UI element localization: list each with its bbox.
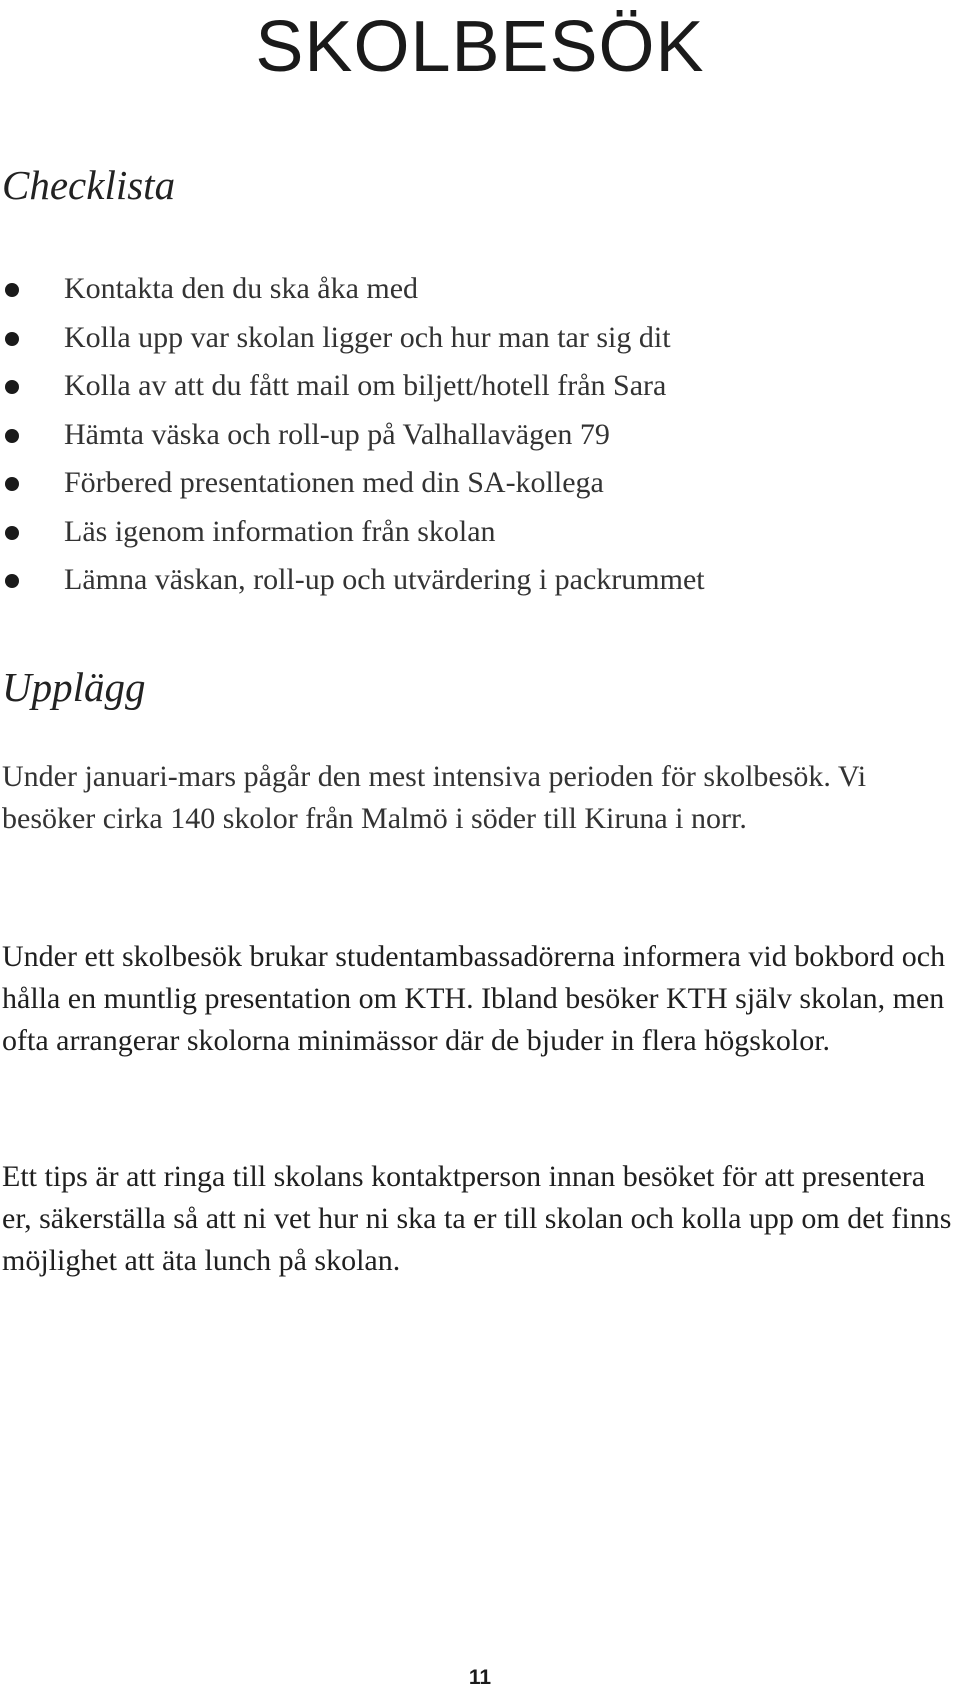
- checklist-item-label: Hämta väska och roll-up på Valhallavägen 79: [64, 417, 610, 451]
- checklist-item: [0, 266, 900, 315]
- bullet-icon: [5, 332, 19, 346]
- bullet-icon: [5, 380, 19, 394]
- checklist-item-label: Kolla upp var skolan ligger och hur man tar sig dit: [64, 320, 671, 354]
- checklist-item-label: Läs igenom information från skolan: [64, 514, 496, 548]
- checklist: [0, 266, 900, 606]
- upplagg-heading: Upplägg: [2, 664, 146, 710]
- checklist-item-label: Förbered presentationen med din SA-kollega: [64, 466, 604, 499]
- page-title: SKOLBESÖK: [255, 7, 705, 87]
- checklist-item: [0, 509, 900, 558]
- page-number: 11: [468, 1666, 492, 1689]
- paragraph-tip: Ett tips är att ringa till skolans kontaktperson innan besöket för att presentera er, säkerställa så att ni vet hur ni ska ta er till skolan och kolla upp om det finns möjlighet att äta lunch på skolan.: [2, 1160, 952, 1277]
- checklist-item: [0, 363, 900, 412]
- checklist-item-label: Lämna väskan, roll-up och utvärdering i packrummet: [64, 563, 705, 596]
- checklist-item: [0, 557, 900, 606]
- checklist-item: [0, 460, 900, 509]
- bullet-icon: [5, 574, 19, 588]
- bullet-icon: [5, 477, 19, 491]
- bullet-icon: [5, 526, 19, 540]
- paragraph-visit: Under ett skolbesök brukar studentambassadörerna informera vid bokbord och hålla en muntlig presentation om KTH. Ibland besöker KTH själv skolan, men ofta arrangerar skolorna minimässor där de bjuder in flera högskolor.: [2, 940, 946, 1057]
- checklist-item-label: Kontakta den du ska åka med: [64, 272, 419, 305]
- checklist-heading: Checklista: [2, 162, 176, 208]
- checklist-item: [0, 315, 900, 364]
- bullet-icon: [5, 429, 19, 443]
- paragraph-intro: Under januari-mars pågår den mest intensiva perioden för skolbesök. Vi besöker cirka 140 skolor från Malmö i söder till Kiruna i norr.: [2, 760, 867, 835]
- bullet-icon: [5, 283, 19, 297]
- checklist-item: [0, 412, 900, 461]
- checklist-item-label: Kolla av att du fått mail om biljett/hotell från Sara: [64, 369, 667, 402]
